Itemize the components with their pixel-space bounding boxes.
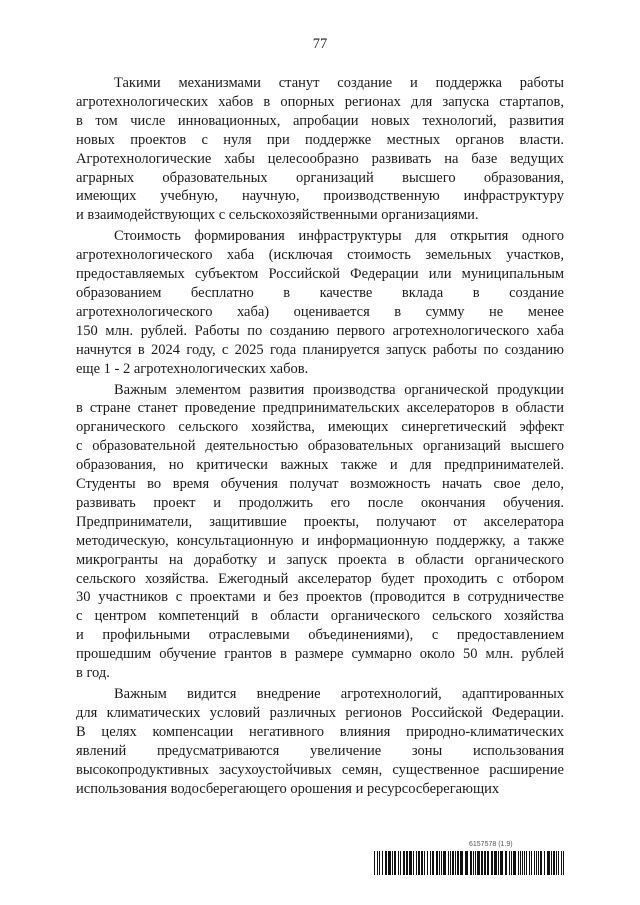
barcode-bar: [518, 851, 519, 875]
text-line: образования, но критически важных также и для предпринимателей.: [76, 457, 564, 474]
barcode-bar: [403, 851, 405, 875]
paragraph: [76, 74, 564, 225]
barcode-bar: [421, 851, 423, 875]
text-line: в стране станет проведение предпринимательских акселераторов в области: [76, 400, 564, 417]
barcode-bar: [457, 851, 459, 875]
barcode-bar: [413, 851, 414, 875]
text-line: Агротехнологические хабы целесообразно развивать на базе ведущих: [76, 150, 564, 167]
barcode-bar: [460, 851, 463, 875]
text-line: высокопродуктивных засухоустойчивых семян, существенное расширение: [76, 761, 564, 778]
barcode-bar: [409, 851, 412, 875]
barcode-bar: [505, 851, 507, 875]
page-number: 77: [312, 36, 328, 52]
barcode-bar: [406, 851, 408, 875]
barcode-bar: [382, 851, 383, 875]
text-line: предоставляемых субъектом Российской Федерации или муниципальным: [76, 266, 564, 283]
text-line: и профильными отраслевыми объединениями), с предоставлением: [76, 627, 564, 644]
barcode-bar: [427, 851, 428, 875]
barcode-bar: [526, 851, 527, 875]
barcode-bar: [450, 851, 451, 875]
paragraph: [76, 381, 564, 684]
barcode-bar: [498, 851, 499, 875]
barcode-bar: [481, 851, 483, 875]
barcode-bar: [551, 851, 552, 875]
barcode: [374, 851, 564, 875]
barcode-bar: [443, 851, 446, 875]
barcode-bar: [513, 851, 516, 875]
barcode-bar: [477, 851, 480, 875]
text-line: имеющих учебную, научную, производственную инфраструктуру: [76, 188, 564, 205]
barcode-bar: [388, 851, 391, 875]
text-line: органического сельского хозяйства, имеющих синергетический эффект: [76, 419, 564, 436]
text-line: еще 1 - 2 агротехнологических хабов.: [76, 360, 309, 377]
barcode-bar: [553, 851, 555, 875]
text-line: Стоимость формирования инфраструктуры для открытия одного: [114, 228, 564, 245]
barcode-bar: [385, 851, 387, 875]
text-line: агротехнологического хаба (исключая стоимость земельных участков,: [76, 247, 564, 264]
barcode-bar: [465, 851, 468, 875]
text-line: с образовательной деятельностью образовательных организаций высшего: [76, 438, 564, 455]
text-line: прошедшим обучение грантов в размере суммарно около 50 млн. рублей: [76, 646, 564, 663]
barcode-bar: [558, 851, 559, 875]
paragraph: [76, 685, 564, 798]
barcode-bar: [424, 851, 425, 875]
barcode-bar: [455, 851, 456, 875]
barcode-bar: [529, 851, 530, 875]
document-body: [76, 74, 564, 800]
barcode-bar: [484, 851, 486, 875]
text-line: развивать проект и продолжить его после окончания обучения.: [76, 494, 564, 511]
barcode-bar: [561, 851, 562, 875]
barcode-bar: [538, 851, 539, 875]
text-line: явлений предусматриваются увеличение зоны использования: [76, 742, 564, 759]
barcode-bar: [536, 851, 537, 875]
document-code: 6157578 (1.9): [469, 841, 513, 848]
text-line: агротехнологических хабов в опорных регионах для запуска стартапов,: [76, 93, 564, 110]
barcode-bar: [531, 851, 532, 875]
text-line: Такими механизмами станут создание и поддержка работы: [114, 75, 564, 91]
barcode-bar: [556, 851, 557, 875]
text-line: агротехнологического хаба) оценивается в сумму не менее: [76, 303, 564, 320]
text-line: 30 участников с проектами и без проектов (проводится в сотрудничестве: [76, 589, 564, 606]
text-line: Студенты во время обучения получат возможность начать свое дело,: [76, 476, 564, 493]
barcode-bar: [377, 851, 378, 875]
barcode-bar: [432, 851, 434, 875]
barcode-bar: [524, 851, 525, 875]
barcode-bar: [500, 851, 503, 875]
barcode-bar: [522, 851, 523, 875]
text-line: в год.: [76, 665, 110, 682]
barcode-bar: [392, 851, 393, 875]
text-line: использования водосберегающего орошения и ресурсосберегающих: [76, 780, 500, 797]
barcode-bar: [416, 851, 417, 875]
text-line: образованием бесплатно в качестве вклада в создание: [76, 284, 564, 301]
barcode-bar: [563, 851, 564, 875]
barcode-bar: [452, 851, 454, 875]
barcode-bar: [520, 851, 521, 875]
text-line: 150 млн. рублей. Работы по созданию первого агротехнологического хаба: [76, 322, 564, 339]
barcode-bar: [475, 851, 476, 875]
barcode-bar: [436, 851, 438, 875]
text-line: микрогранты на доработку и запуск проекта в области органического: [76, 551, 564, 568]
barcode-bar: [473, 851, 474, 875]
barcode-bar: [547, 851, 550, 875]
barcode-bar: [439, 851, 440, 875]
barcode-bar: [511, 851, 512, 875]
barcode-bar: [470, 851, 472, 875]
barcode-bar: [544, 851, 545, 875]
text-line: методическую, консультационную и информационную поддержку, а также: [76, 532, 564, 549]
paragraph: [76, 227, 564, 378]
text-line: в том числе инновационных, апробации новых технологий, развития: [76, 112, 564, 129]
barcode-bar: [534, 851, 535, 875]
barcode-bar: [448, 851, 449, 875]
text-line: начнутся в 2024 году, с 2025 года планируется запуск работы по созданию: [76, 341, 564, 358]
barcode-bar: [398, 851, 399, 875]
barcode-bar: [441, 851, 442, 875]
barcode-bar: [430, 851, 431, 875]
barcode-bar: [394, 851, 396, 875]
text-line: и взаимодействующих с сельскохозяйственными организациями.: [76, 207, 479, 224]
barcode-bar: [487, 851, 489, 875]
barcode-bar: [418, 851, 420, 875]
text-line: с центром компетенций в области органического сельского хозяйства: [76, 608, 564, 625]
barcode-bar: [509, 851, 510, 875]
barcode-bar: [494, 851, 497, 875]
text-line: сельского хозяйства. Ежегодный акселератор будет проходить с отбором: [76, 570, 564, 587]
barcode-bar: [540, 851, 542, 875]
text-line: В целях компенсации негативного влияния природно-климатических: [76, 723, 564, 740]
text-line: новых проектов с нуля при поддержке местных органов власти.: [76, 131, 564, 148]
barcode-bar: [374, 851, 375, 875]
text-line: Важным видится внедрение агротехнологий, адаптированных: [114, 686, 564, 702]
barcode-bar: [491, 851, 493, 875]
text-line: Важным элементом развития производства органической продукции: [114, 381, 564, 398]
barcode-bar: [400, 851, 401, 875]
text-line: для климатических условий различных регионов Российской Федерации.: [76, 704, 564, 721]
text-line: Предприниматели, защитившие проекты, получают от акселератора: [76, 513, 564, 530]
barcode-bar: [379, 851, 380, 875]
text-line: аграрных образовательных организаций высшего образования,: [76, 169, 564, 186]
